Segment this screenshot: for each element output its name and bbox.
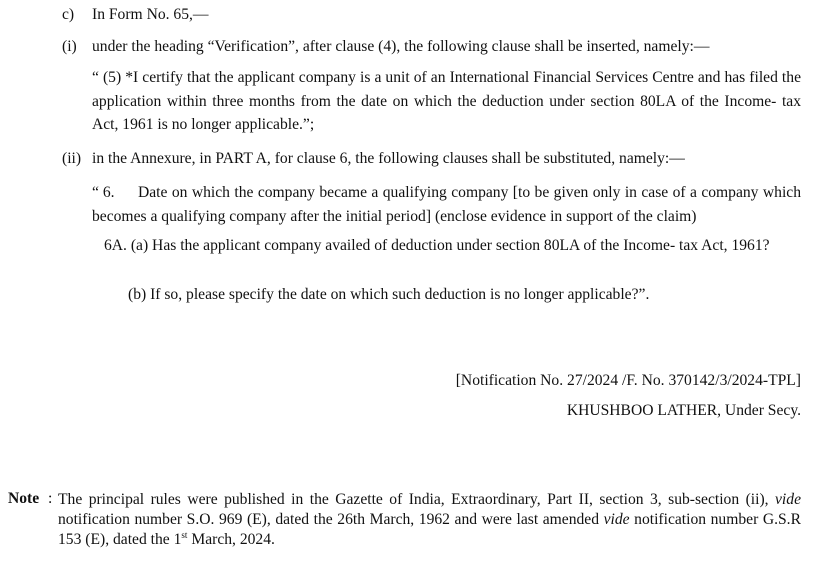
item-ii-label: (ii) <box>62 150 82 167</box>
notification-reference: [Notification No. 27/2024 /F. No. 370142/3/2024-TPL] <box>455 372 801 389</box>
note-text-part4: number G.S.R 153 (E), dated the 1 <box>58 511 801 548</box>
item-i-text: under the heading “Verification”, after clause (4), the following clause shall be inserted, namely:— <box>92 38 710 55</box>
form-label: c) <box>62 6 75 23</box>
clause-6-number: “ 6. <box>92 184 115 201</box>
note-vide-2: vide <box>603 511 630 528</box>
note-text-part1: The principal rules were published in the Gazette of India, Extraordinary, Part II, section 3, sub-section (ii), <box>58 491 769 508</box>
note-text-part2: notification number S.O. 969 (E), dated the 26th March, 1962 and were last amended <box>58 511 600 528</box>
note-text <box>58 490 801 550</box>
clause-6a-paragraph: 6A. (a) Has the applicant company availed of deduction under section 80LA of the Income- tax Act, 1961? <box>104 237 770 254</box>
item-i-label: (i) <box>62 38 77 55</box>
note-text-part5: March, 2024. <box>191 531 275 548</box>
clause-6-paragraph: Date on which the company became a qualifying company [to be given only in case of a company which becomes a qualifying company after the initial period] (enclose evidence in support of the claim) <box>92 184 801 225</box>
note-vide-1: vide <box>775 491 801 508</box>
clause-5-paragraph: “ (5) *I certify that the applicant company is a unit of an International Financial Services Centre and has filed the application within three months from the date on which the deduction under section 80LA of the Income- tax Act, 1961 is no longer applicable.”; <box>92 69 801 133</box>
note-separator: : <box>48 490 53 507</box>
form-title: In Form No. 65,— <box>92 6 209 23</box>
note-label: Note <box>8 490 40 507</box>
item-ii-text: in the Annexure, in PART A, for clause 6, the following clauses shall be substituted, namely:— <box>92 150 685 167</box>
note-superscript: st <box>181 529 188 540</box>
note-text-part3: notification <box>634 511 707 528</box>
signatory: KHUSHBOO LATHER, Under Secy. <box>566 402 801 419</box>
clause-6b-text: (b) If so, please specify the date on which such deduction is no longer applicable?”. <box>128 286 650 303</box>
